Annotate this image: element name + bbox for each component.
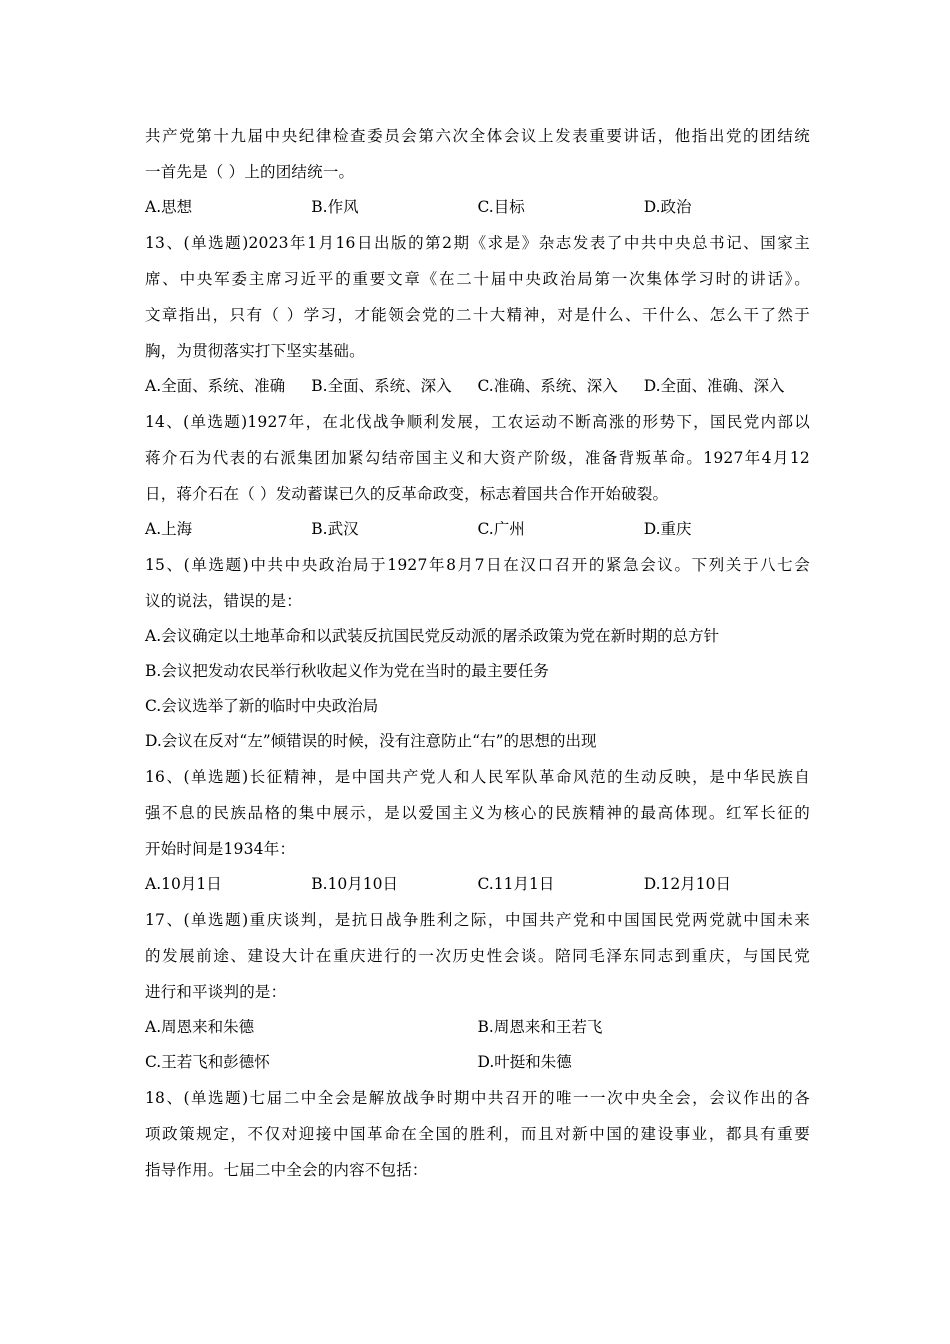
option-d: D.叶挺和朱德 (477, 1053, 572, 1071)
question-18-text (145, 1080, 810, 1188)
option-b: B.会议把发动农民举行秋收起义作为党在当时的最主要任务 (145, 662, 549, 680)
option-c: C.王若飞和彭德怀 (145, 1053, 270, 1071)
question-12-text (145, 118, 810, 190)
option-b: B.武汉 (311, 520, 359, 538)
question-12-options (145, 190, 810, 225)
option-b: B.周恩来和王若飞 (477, 1018, 603, 1036)
option-c: C.准确、系统、深入 (477, 377, 618, 395)
question-17-text (145, 902, 810, 1010)
question-line: 指导作用。七届二中全会的内容不包括： (145, 1161, 428, 1179)
question-16-options (145, 867, 810, 902)
document-page (145, 118, 810, 1188)
question-line: 进行和平谈判的是： (145, 983, 287, 1001)
question-line: 项政策规定，不仅对迎接中国革命在全国的胜利，而且对新中国的建设事业，都具有重要 (145, 1125, 810, 1143)
option-d: D.全面、准确、深入 (643, 377, 785, 395)
option-d: D.重庆 (643, 520, 692, 538)
question-line: 16、(单选题)长征精神，是中国共产党人和人民军队革命风范的生动反映，是中华民族自 (145, 768, 810, 786)
question-line: 14、(单选题)1927年，在北伐战争顺利发展，工农运动不断高涨的形势下，国民党内部以 (145, 413, 810, 431)
option-a: A.会议确定以土地革命和以武装反抗国民党反动派的屠杀政策为党在新时期的总方针 (145, 627, 720, 645)
option-c: C.广州 (477, 520, 525, 538)
question-16-text (145, 759, 810, 867)
question-13-text (145, 225, 810, 369)
question-line: 15、(单选题)中共中央政治局于1927年8月7日在汉口召开的紧急会议。下列关于八七会 (145, 556, 810, 574)
option-c: C.目标 (477, 198, 525, 216)
question-17-options-row-1 (145, 1010, 810, 1045)
question-line: 的发展前途、建设大计在重庆进行的一次历史性会谈。陪同毛泽东同志到重庆，与国民党 (145, 947, 810, 965)
question-line: 13、(单选题)2023年1月16日出版的第2期《求是》杂志发表了中共中央总书记、国家主 (145, 234, 810, 252)
question-17-options-row-2 (145, 1045, 810, 1080)
question-line: 强不息的民族品格的集中展示，是以爱国主义为核心的民族精神的最高体现。红军长征的 (145, 804, 810, 822)
option-d: D.12月10日 (643, 875, 731, 893)
question-line: 日，蒋介石在（ ）发动蓄谋已久的反革命政变，标志着国共合作开始破裂。 (145, 485, 669, 503)
question-line: 18、(单选题)七届二中全会是解放战争时期中共召开的唯一一次中央全会，会议作出的各 (145, 1089, 810, 1107)
option-a: A.10月1日 (145, 875, 222, 893)
option-c: C.11月1日 (477, 875, 555, 893)
option-a: A.上海 (145, 520, 193, 538)
option-a: A.思想 (145, 198, 193, 216)
question-line: 共产党第十九届中央纪律检查委员会第六次全体会议上发表重要讲话，他指出党的团结统 (145, 127, 810, 145)
question-line: 胸，为贯彻落实打下坚实基础。 (145, 342, 365, 360)
option-b: B.作风 (311, 198, 359, 216)
question-14-options (145, 512, 810, 547)
question-line: 蒋介石为代表的右派集团加紧勾结帝国主义和大资产阶级，准备背叛革命。1927年4月12 (145, 449, 810, 467)
question-15-text (145, 547, 810, 619)
question-line: 开始时间是1934年： (145, 840, 296, 858)
question-line: 席、中央军委主席习近平的重要文章《在二十届中央政治局第一次集体学习时的讲话》。 (145, 270, 810, 288)
option-d: D.会议在反对“左”倾错误的时候，没有注意防止“右”的思想的出现 (145, 732, 597, 750)
option-b: B.10月10日 (311, 875, 399, 893)
question-14-text (145, 404, 810, 512)
option-d: D.政治 (643, 198, 692, 216)
question-line: 17、(单选题)重庆谈判，是抗日战争胜利之际，中国共产党和中国国民党两党就中国未来 (145, 911, 810, 929)
question-line: 议的说法，错误的是： (145, 592, 303, 610)
question-15-options (145, 619, 810, 759)
question-line: 文章指出，只有（ ）学习，才能领会党的二十大精神，对是什么、干什么、怎么干了然于 (145, 306, 810, 324)
question-13-options (145, 369, 810, 404)
option-c: C.会议选举了新的临时中央政治局 (145, 697, 379, 715)
option-a: A.全面、系统、准确 (145, 377, 286, 395)
option-b: B.全面、系统、深入 (311, 377, 452, 395)
option-a: A.周恩来和朱德 (145, 1018, 255, 1036)
question-line: 一首先是（ ）上的团结统一。 (145, 163, 355, 181)
